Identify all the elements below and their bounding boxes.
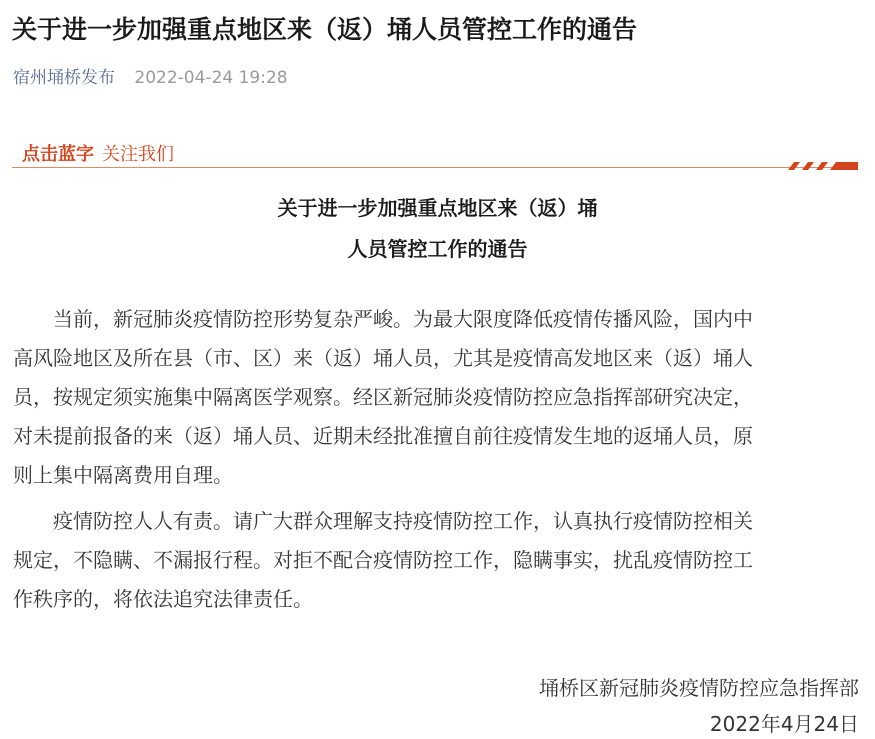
paragraph-line: 对未提前报备的来（返）埇人员、近期未经批准擅自前往疫情发生地的返埇人员，原 <box>13 424 753 448</box>
paragraph-line: 作秩序的，将依法追究法律责任。 <box>13 587 313 611</box>
document-heading-line2: 人员管控工作的通告 <box>347 237 528 261</box>
paragraph-line: 高风险地区及所在县（市、区）来（返）埇人员，尤其是疫情高发地区来（返）埇人 <box>13 346 753 370</box>
click-blue-text: 点击蓝字 <box>22 144 94 165</box>
signoff-date: 2022年4月24日 <box>709 712 859 736</box>
paragraph-line: 员，按规定须实施集中隔离医学观察。经区新冠肺炎疫情防控应急指挥部研究决定， <box>13 385 753 409</box>
follow-text <box>22 140 174 166</box>
paragraph-line: 疫情防控人人有责。请广大群众理解支持疫情防控工作，认真执行疫情防控相关 <box>13 509 753 533</box>
divider-line <box>12 167 858 168</box>
paragraph-line: 则上集中隔离费用自理。 <box>13 463 233 487</box>
publish-time: 2022-04-24 19:28 <box>134 68 288 88</box>
stripe-decoration-icon <box>788 160 858 170</box>
signoff-organization: 埇桥区新冠肺炎疫情防控应急指挥部 <box>539 676 859 700</box>
follow-us-text: 关注我们 <box>102 144 174 165</box>
paragraph-1 <box>13 300 863 495</box>
follow-banner <box>12 134 858 170</box>
paragraph-line: 规定，不隐瞒、不漏报行程。对拒不配合疫情防控工作，隐瞒事实，扰乱疫情防控工 <box>13 548 753 572</box>
document-heading-line1: 关于进一步加强重点地区来（返）埇 <box>277 196 598 220</box>
account-name-link[interactable]: 宿州埇桥发布 <box>13 68 115 88</box>
article-meta <box>13 63 288 88</box>
paragraph-2 <box>13 502 863 619</box>
article-title: 关于进一步加强重点地区来（返）埇人员管控工作的通告 <box>12 15 638 44</box>
paragraph-line: 当前，新冠肺炎疫情防控形势复杂严峻。为最大限度降低疫情传播风险，国内中 <box>13 307 753 331</box>
